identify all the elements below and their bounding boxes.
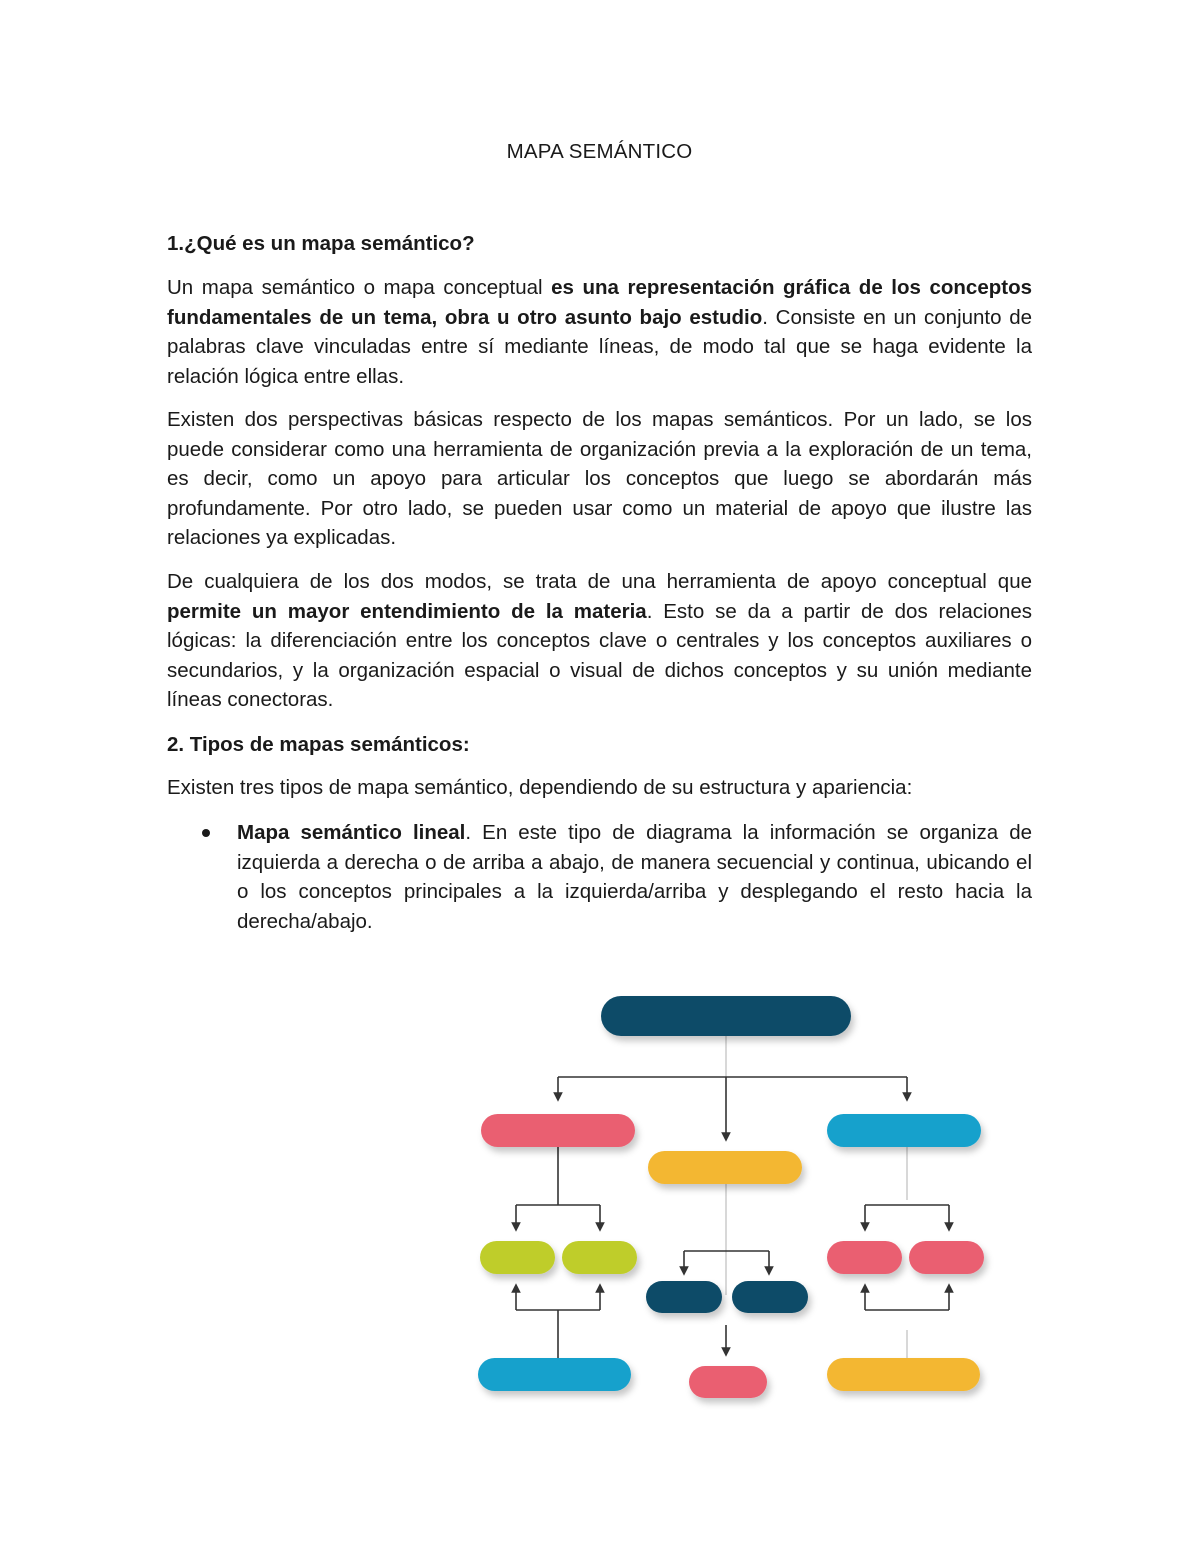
right-child-node-1 — [827, 1241, 902, 1274]
section1-paragraph1 — [167, 273, 1032, 391]
semantic-map-diagram — [470, 985, 1000, 1415]
section1-paragraph2: Existen dos perspectivas básicas respecto de los mapas semánticos. Por un lado, se los puede considerar como una herramienta de organización previa a la exploración de un tema, es decir, como un apoyo para articular los conceptos que luego se abordarán más profundamente. Por otro lado, se pueden usar como un material de apoyo que ilustre las relaciones ya explicadas. — [167, 408, 1032, 549]
middle-child-node-1 — [646, 1281, 722, 1313]
bullet-term: Mapa semántico lineal — [237, 821, 466, 844]
middle-child-node-2 — [732, 1281, 808, 1313]
p1-text-c: . Consiste en un conjunto de palabras clave vinculadas entre sí mediante líneas, de modo tal que se haga evidente la relación lógica entre ellas. — [167, 305, 1032, 388]
right-bottom-node — [827, 1358, 980, 1391]
bullet-text: . En este tipo de diagrama la información se organiza de izquierda a derecha o de arriba a abajo, de manera secuencial y continua, ubicando el o los conceptos principales a la izquierda/arriba y desplegando el resto hacia la derecha/abajo. — [237, 821, 1032, 933]
p1-bold: es una representación gráfica de los conceptos fundamentales de un tema, obra u otro asunto bajo estudio — [167, 276, 1032, 329]
left-child-node-1 — [480, 1241, 555, 1274]
list-item — [167, 818, 1032, 936]
section1-paragraph3 — [167, 567, 1032, 715]
diagram-nodes — [478, 996, 984, 1398]
middle-level1-node — [648, 1151, 802, 1184]
p3-text-a: De cualquiera de los dos modos, se trata de una herramienta de apoyo conceptual que — [167, 570, 1032, 593]
types-list — [167, 818, 1032, 936]
right-child-node-2 — [909, 1241, 984, 1274]
left-child-node-2 — [562, 1241, 637, 1274]
bullet-dot-icon — [202, 829, 210, 837]
section2-heading: 2. Tipos de mapas semánticos: — [167, 733, 470, 756]
right-level1-node — [827, 1114, 981, 1147]
left-bottom-node — [478, 1358, 631, 1391]
p3-text-c: . Esto se da a partir de dos relaciones lógicas: la diferenciación entre los conceptos clave o centrales y los conceptos auxiliares o secundarios, y la organización espacial o visual de dichos conceptos y su unión mediante líneas conectoras. — [167, 599, 1032, 711]
middle-bottom-node — [689, 1366, 767, 1398]
p3-bold: permite un mayor entendimiento de la materia — [167, 599, 647, 623]
root-node — [601, 996, 851, 1036]
section2-intro: Existen tres tipos de mapa semántico, dependiendo de su estructura y apariencia: — [167, 776, 913, 799]
left-level1-node — [481, 1114, 635, 1147]
section1-heading: 1.¿Qué es un mapa semántico? — [167, 232, 475, 255]
document-title: MAPA SEMÁNTICO — [506, 140, 693, 163]
p1-text-a: Un mapa semántico o mapa conceptual — [167, 276, 552, 299]
